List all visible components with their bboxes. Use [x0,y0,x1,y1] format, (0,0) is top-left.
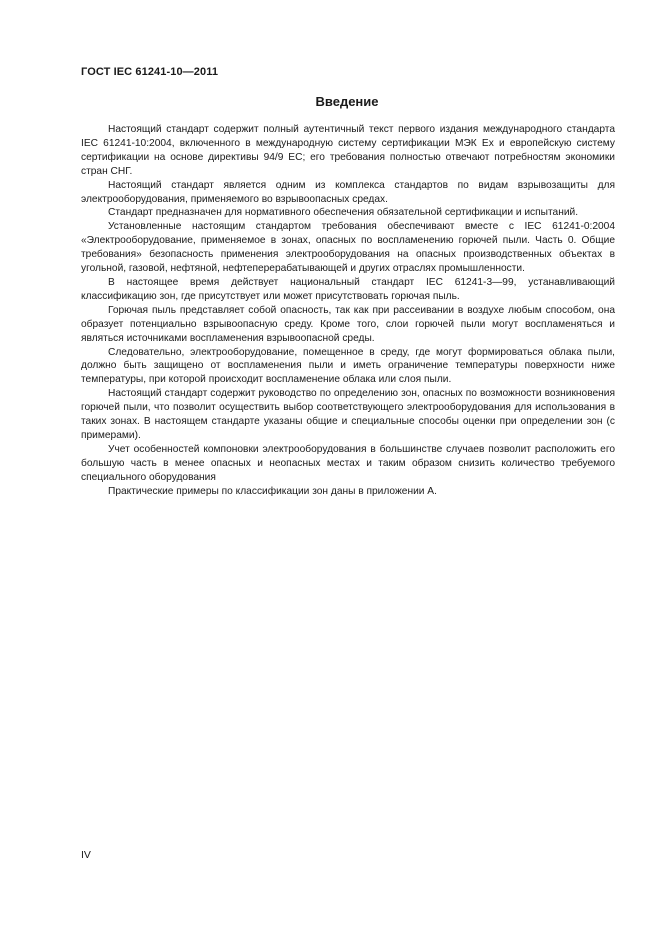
paragraph: Горючая пыль представляет собой опасность, так как при рассеивании в воздухе любым способом, она образует потенциально взрывоопасную среду. Кроме того, слои горючей пыли могут воспламеняться и являться источниками воспламенения взрывоопасной среды. [81,304,615,344]
paragraph: Следовательно, электрооборудование, помещенное в среду, где могут формироваться облака пыли, должно быть защищено от воспламенения пыли и иметь ограничение температуры поверхности ниже температуры, при которой происходит воспламенение облака или слоя пыли. [81,346,615,386]
page-number: IV [81,849,91,861]
document-code-header: ГОСТ IEC 61241-10—2011 [81,66,219,78]
paragraph: Учет особенностей компоновки электрооборудования в большинстве случаев позволит расположить его большую часть в менее опасных и неопасных местах и таким образом снизить количество требуемого специального оборудования [81,443,615,483]
paragraph: Стандарт предназначен для нормативного обеспечения обязательной сертификации и испытаний. [108,207,579,219]
paragraph: Установленные настоящим стандартом требования обеспечивают вместе с IEC 61241-0:2004 «Электрооборудование, применяемое в зонах, опасных по воспламенению горючей пыли. Часть 0. Общие требования» безопасность применения электрооборудования на опасных производственных объектах в угольной, газовой, нефтяной, нефтеперерабатывающей и других отраслях промышленности. [81,221,615,275]
paragraph: Практические примеры по классификации зон даны в приложении А. [108,485,437,497]
paragraph: Настоящий стандарт содержит руководство по определению зон, опасных по возможности возникновения горючей пыли, что позволит осуществить выбор соответствующего электрооборудования для использования в таких зонах. В настоящем стандарте указаны общие и специальные способы оценки при определении зон (с примерами). [81,388,615,441]
body-text [81,123,615,498]
paragraph: В настоящее время действует национальный стандарт IEC 61241-3—99, устанавливающий классификацию зон, где присутствует или может присутствовать горючая пыль. [81,276,615,302]
section-title: Введение [315,94,379,109]
paragraph: Настоящий стандарт содержит полный аутентичный текст первого издания международного стандарта IEC 61241-10:2004, включенного в международную систему сертификации МЭК Ех и европейскую систему сертификации на основе директивы 94/9 ЕС; его требования полностью отвечают потребностям экономики стран СНГ. [81,124,615,177]
paragraph: Настоящий стандарт является одним из комплекса стандартов по видам взрывозащиты для электрооборудования, применяемого во взрывоопасных средах. [81,179,615,205]
